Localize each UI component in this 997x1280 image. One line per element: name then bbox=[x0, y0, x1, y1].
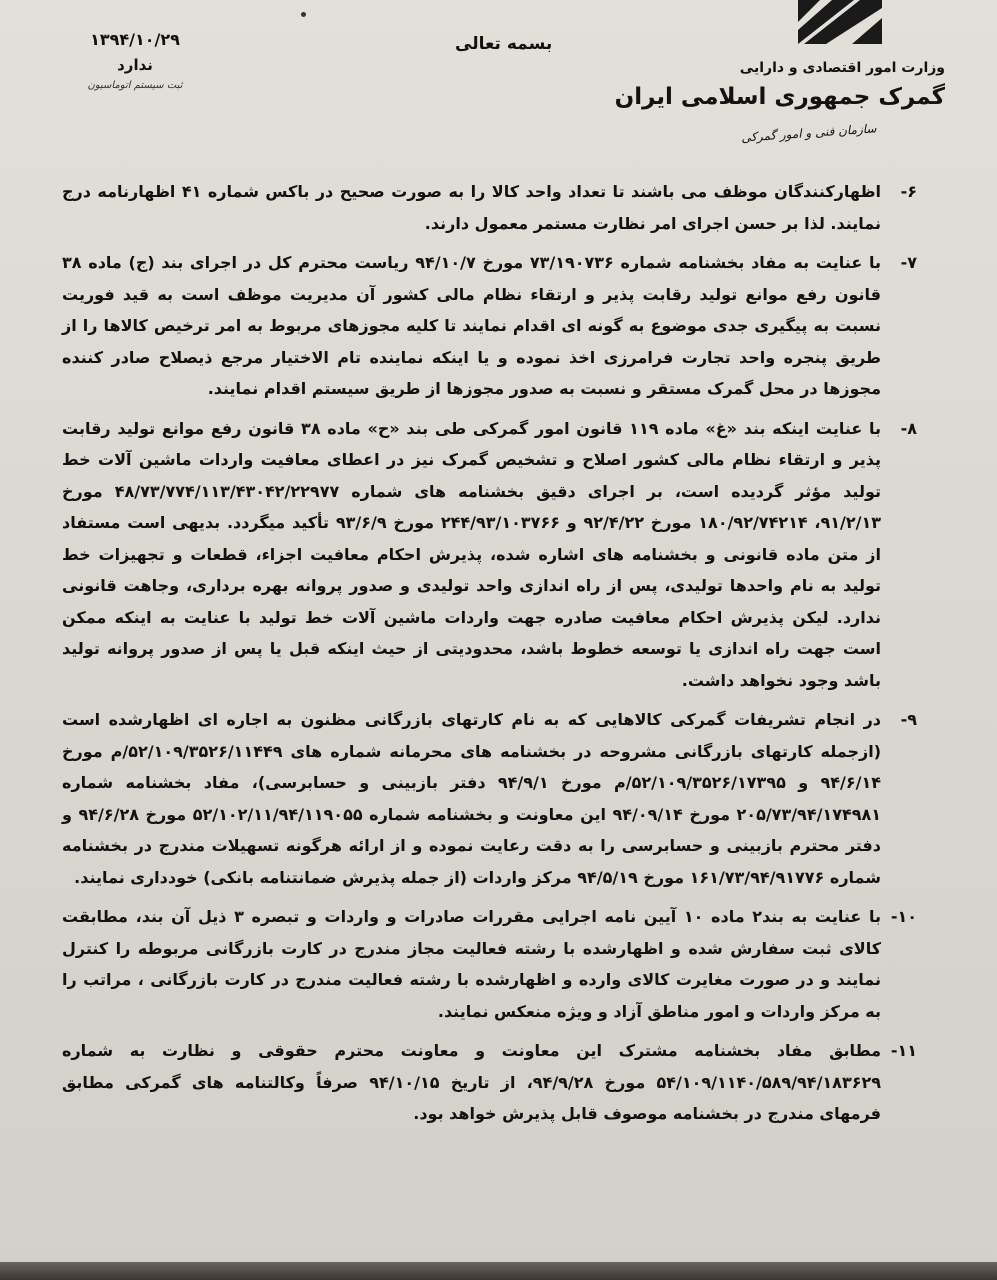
automation-stamp: ثبت سیستم اتوماسیون bbox=[87, 80, 183, 91]
attachment-status: ندارد bbox=[117, 56, 153, 74]
clause-text: مطابق مفاد بخشنامه مشترک این معاونت و معاونت محترم حقوقی و نظارت به شماره ۵۴/۱۰۹/۱۱۴۰/۵۸۹/۹۴/۱۸۳۶۲۹ مورخ ۹۴/۹/۲۸، از تاریخ ۹۴/۱۰/۱۵ صرفاً وکالتنامه های گمرکی مطابق فرمهای مندرج در بخشنامه موصوف قابل پذیرش خواهد بود. bbox=[62, 1041, 881, 1123]
clause-9 bbox=[62, 704, 917, 893]
clause-10 bbox=[62, 901, 917, 1027]
clause-number: ۷- bbox=[900, 253, 917, 272]
letter-body bbox=[62, 176, 917, 1138]
customs-logo-icon bbox=[790, 0, 890, 48]
clause-number: ۹- bbox=[900, 710, 917, 729]
clause-number: ۶- bbox=[900, 182, 917, 201]
clause-text: در انجام تشریفات گمرکی کالاهایی که به نام کارتهای بازرگانی مظنون به اجاره ای اظهارشده است (ازجمله کارتهای بازرگانی مشروحه در بخشنامه های محرمانه شماره های ۵۲/۱۰۹/۳۵۲۶/۱۱۴۴۹/م مورخ ۹۴/۶/۱۴ و ۵۲/۱۰۹/۳۵۲۶/۱۷۳۹۵/م مورخ ۹۴/۹/۱ دفتر بازبینی و حسابرسی)، مفاد بخشنامه شماره ۲۰۵/۷۳/۹۴/۱۷۴۹۸۱ مورخ ۹۴/۰۹/۱۴ این معاونت و بخشنامه شماره ۵۲/۱۰۲/۱۱/۹۴/۱۱۹۰۵۵ مورخ ۹۴/۶/۲۸ و دفتر محترم بازبینی و حسابرسی را به دقت رعایت نموده و از ارائه هرگونه تسهیلات مندرج در بخشنامه شماره ۱۶۱/۷۳/۹۴/۹۱۷۷۶ مورخ ۹۴/۵/۱۹ مرکز واردات (از جمله پذیرش ضمانتنامه بانکی) خودداری نمایند. bbox=[62, 710, 882, 887]
clause-number: ۱۱- bbox=[890, 1041, 917, 1060]
clause-6 bbox=[62, 176, 917, 239]
organization-signature: سازمان فنی و امور گمرکی bbox=[741, 121, 878, 145]
letter-date: ۱۳۹۴/۱۰/۲۹ bbox=[90, 30, 180, 49]
clause-11 bbox=[62, 1035, 917, 1130]
ink-dot bbox=[301, 12, 306, 17]
clause-text: با عنایت اینکه بند «غ» ماده ۱۱۹ قانون امور گمرکی طی بند «ح» ماده ۳۸ قانون رفع موانع تولید رقابت پذیر و ارتقاء نظام مالی کشور اصلاح و تشخیص گمرک نیز در اعطای معافیت واردات ماشین آلات خط تولید مؤثر گردیده است، بر اجرای دقیق بخشنامه های شماره ۴۸/۷۳/۷۷۴/۱۱۳/۴۳۰۴۲/۲۲۹۷۷ مورخ ۹۱/۲/۱۳، ۱۸۰/۹۲/۷۴۲۱۴ مورخ ۹۲/۴/۲۲ و ۲۴۴/۹۳/۱۰۳۷۶۶ مورخ ۹۳/۶/۹ تأکید میگردد. بدیهی است مستفاد از متن ماده قانونی و بخشنامه های اشاره شده، پذیرش احکام معافیت اجزاء، قطعات و تجهیزات خط تولید به نام واحدها تولیدی، پس از راه اندازی واحد تولیدی و صدور پروانه بهره برداری، وجاهت قانونی ندارد. لیکن پذیرش احکام معافیت صادره جهت واردات ماشین آلات خط تولید با عنایت به اینکه ممکن است جهت راه اندازی یا توسعه خطوط باشد، محدودیتی از حیث اینکه قبل یا پس از صدور پروانه تولید باشد وجود نخواهد داشت. bbox=[62, 418, 882, 690]
customs-title: گمرک جمهوری اسلامی ایران bbox=[614, 84, 945, 110]
bismillah-heading: بسمه تعالی bbox=[455, 34, 553, 54]
clause-number: ۱۰- bbox=[890, 907, 917, 926]
letter-meta bbox=[70, 28, 200, 94]
clause-text: اظهارکنندگان موظف می باشند تا تعداد واحد کالا را به صورت صحیح در باکس شماره ۴۱ اظهارنامه درج نمایند. لذا بر حسن اجرای امر نظارت مستمر معمول دارند. bbox=[62, 182, 882, 233]
clause-text: با عنایت به مفاد بخشنامه شماره ۷۳/۱۹۰۷۳۶ مورخ ۹۴/۱۰/۷ ریاست محترم کل در اجرای بند (ج) ماده ۳۸ قانون رفع موانع تولید رقابت پذیر و ارتقاء نظام مالی کشور آن مدیریت موظف است به قید فوریت نسبت به پیگیری جدی موضوع به گونه ای اقدام نمایند تا کلیه مجوزهای مربوط به امر ترخیص کالاها را از طریق پنجره واحد تجارت فرامرزی اخذ نموده و یا اینکه نماینده تام الاختیار مرجع ذیصلاح صادر کننده مجوزها در محل گمرک مستقر و نسبت به صدور مجوزها از طریق سیستم اقدام نمایند. bbox=[62, 253, 882, 398]
clause-7 bbox=[62, 247, 917, 405]
clause-text: با عنایت به بند۲ ماده ۱۰ آیین نامه اجرایی مقررات صادرات و واردات و تبصره ۳ ذیل آن بند، مطابقت کالای ثبت سفارش شده و اظهارشده با رشته فعالیت مجاز مندرج در کارت بازرگانی مربوطه را کنترل نمایند و در صورت مغایرت کالای وارده و اظهارشده با رشته فعالیت مندرج در کارت بازرگانی ، مراتب را به مرکز واردات و امور مناطق آزاد و ویژه منعکس نمایند. bbox=[62, 907, 881, 1021]
page-bottom-edge bbox=[0, 1262, 997, 1280]
clause-8 bbox=[62, 413, 917, 697]
ministry-name: وزارت امور اقتصادی و دارایی bbox=[739, 60, 945, 76]
clause-number: ۸- bbox=[900, 418, 917, 438]
